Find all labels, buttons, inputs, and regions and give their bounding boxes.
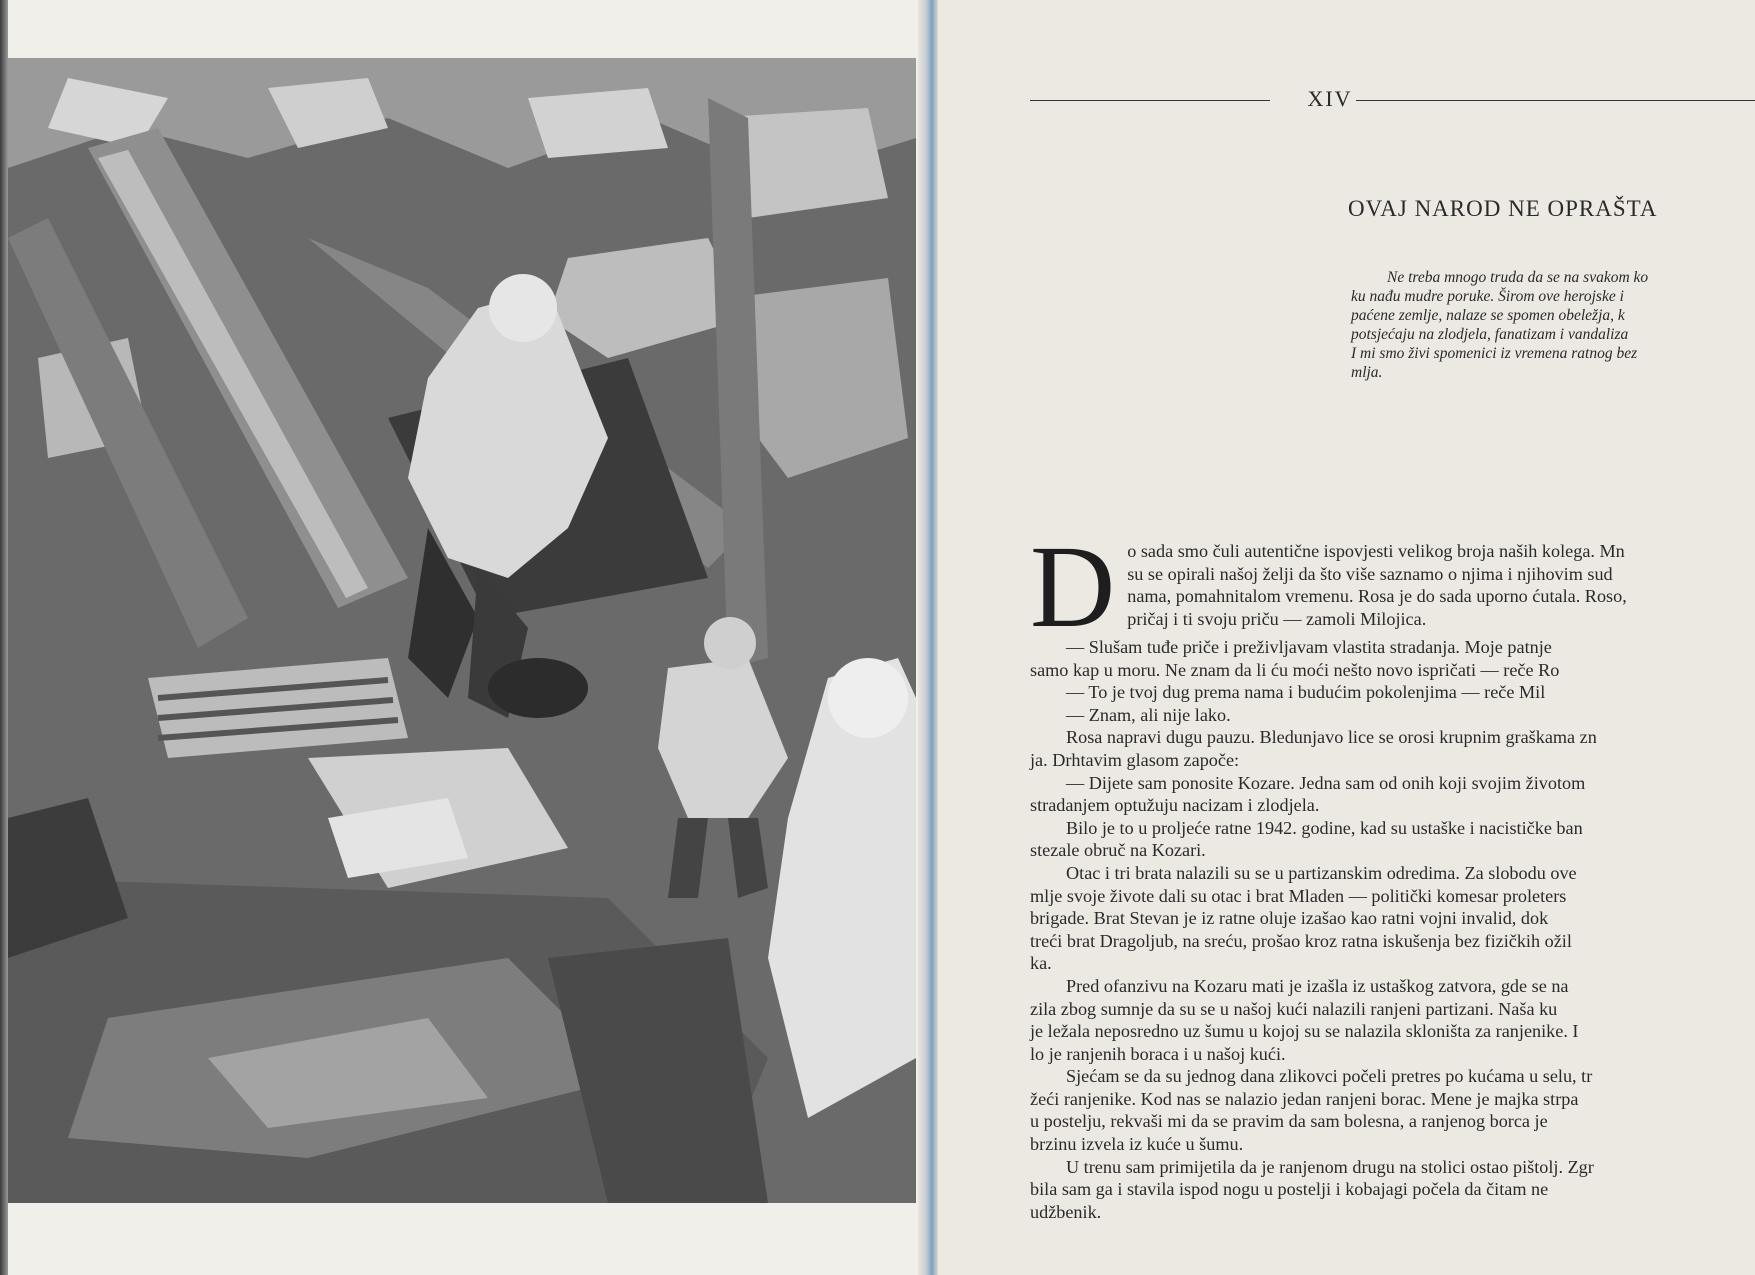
body-line: o sada smo čuli autentične ispovjesti velikog broja naših kolega. Mn <box>1127 541 1625 561</box>
chapter-rule <box>1030 100 1755 102</box>
body-text <box>1030 521 1755 1223</box>
body-line: lo je ranjenih boraca i u našoj kući. <box>1030 1043 1286 1064</box>
body-line: stezale obruč na Kozari. <box>1030 840 1206 861</box>
photo-illustration <box>8 58 916 1203</box>
body-line: žeći ranjenike. Kod nas se nalazio jedan ranjeni borac. Mene je majka strpa <box>1030 1088 1579 1109</box>
body-line: stradanjem optužuju nacizam i zlodjela. <box>1030 795 1320 816</box>
body-line: Sjećam se da su jednog dana zlikovci počeli pretres po kućama u selu, tr <box>1066 1066 1593 1087</box>
body-line: bila sam ga i stavila ispod nogu u postelji i kobajagi počela da čitam ne <box>1030 1179 1549 1200</box>
chapter-title: OVAJ NAROD NE OPRAŠTA <box>1348 196 1658 221</box>
chapter-number: XIV <box>1307 86 1353 111</box>
rule-left <box>1030 100 1270 101</box>
body-line: ja. Drhtavim glasom započe: <box>1030 749 1240 770</box>
page-edge <box>0 0 8 1275</box>
epigraph-line: I mi smo živi spomenici iz vremena ratnog bez <box>1351 345 1638 362</box>
body-line: udžbenik. <box>1030 1201 1102 1222</box>
body-line: zila zbog sumnje da su se u našoj kući nalazili ranjeni partizani. Naša ku <box>1030 998 1558 1019</box>
body-line: su se opirali našoj želji da što više saznamo o njima i njihovim sud <box>1127 563 1613 584</box>
body-line: U trenu sam primijetila da je ranjenom drugu na stolici ostao pištolj. Zgr <box>1066 1156 1594 1177</box>
body-line: Bilo je to u proljeće ratne 1942. godine, kad su ustaške i nacističke ban <box>1066 817 1583 838</box>
wartime-photograph <box>8 58 916 1203</box>
body-line: ka. <box>1030 953 1052 974</box>
body-line: — Znam, ali nije lako. <box>1066 704 1231 725</box>
rule-right <box>1356 100 1755 101</box>
right-page <box>938 0 1755 1275</box>
epigraph-line: paćene zemlje, nalaze se spomen obeležja, k <box>1351 307 1625 324</box>
body-line: — Slušam tuđe priče i preživljavam vlastita stradanja. Moje patnje <box>1066 637 1552 657</box>
body-line: treći brat Dragoljub, na sreću, prošao kroz ratna iskušenja bez fizičkih ožil <box>1030 930 1572 951</box>
body-line: brzinu izvela iz kuće u šumu. <box>1030 1134 1244 1155</box>
body-line: mlje svoje živote dali su otac i brat Mladen — politički komesar proleters <box>1030 885 1567 906</box>
epigraph-line: potsjećaju na zlodjela, fanatizam i vandaliza <box>1351 326 1629 343</box>
body-line: je ležala neposredno uz šumu u kojoj su se nalazila skloništa za ranjenike. I <box>1030 1021 1579 1042</box>
body-line: brigade. Brat Stevan je iz ratne oluje izašao kao ratni vojni invalid, dok <box>1030 908 1549 929</box>
epigraph <box>1351 268 1755 382</box>
body-line: — To je tvoj dug prema nama i budućim pokolenjima — reče Mil <box>1066 682 1546 703</box>
body-line: pričaj i ti svoju priču — zamoli Milojica. <box>1127 608 1427 629</box>
body-line: Rosa napravi dugu pauzu. Bledunjavo lice se orosi krupnim graškama zn <box>1066 727 1597 748</box>
body-line: nama, pomahnitalom vremenu. Rosa je do sada uporno ćutala. Roso, <box>1127 586 1627 607</box>
body-line: — Dijete sam ponosite Kozare. Jedna sam od onih koji svojim životom <box>1066 772 1586 793</box>
epigraph-line: Ne treba mnogo truda da se na svakom ko <box>1387 269 1649 286</box>
drop-cap: D <box>1030 521 1116 652</box>
epigraph-line: ku nađu mudre poruke. Širom ove herojske i <box>1351 288 1624 305</box>
book-gutter <box>918 0 938 1275</box>
body-line: Otac i tri brata nalazili su se u partizanskim odredima. Za slobodu ove <box>1066 862 1577 883</box>
body-line: Pred ofanzivu na Kozaru mati je izašla iz ustaškog zatvora, gde se na <box>1066 975 1569 996</box>
body-line: samo kap u moru. Ne znam da li ću moći nešto novo ispričati — reče Ro <box>1030 659 1560 680</box>
body-line: u postelju, rekvaši mi da se pravim da sam bolesna, a ranjenog borca je <box>1030 1111 1548 1132</box>
epigraph-line: mlja. <box>1351 364 1383 381</box>
